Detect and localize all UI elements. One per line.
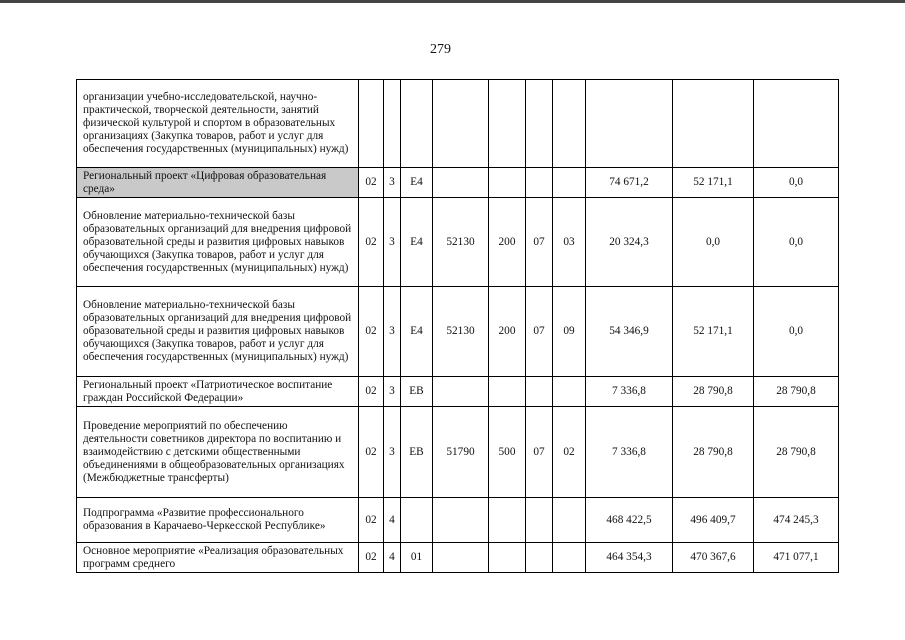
code-program: 02 [359,377,384,407]
amount-year-3: 471 077,1 [754,543,839,573]
row-name: Проведение мероприятий по обеспечению деятельности советников директора по воспитанию и взаимодействию с детскими общественными объединениями в общеобразовательных организациях (Межбюджетные трансферты) [77,407,359,498]
code-program: 02 [359,543,384,573]
code-direction [433,543,489,573]
code-event [401,80,433,168]
amount-year-1: 468 422,5 [586,498,673,543]
code-program: 02 [359,198,384,287]
code-direction: 51790 [433,407,489,498]
code-expense-type [489,498,526,543]
code-direction [433,498,489,543]
table-row [77,198,839,287]
code-subsection [553,168,586,198]
amount-year-2: 52 171,1 [673,168,754,198]
code-subprogram: 4 [384,543,401,573]
table-row [77,407,839,498]
row-name: Региональный проект «Патриотическое воспитание граждан Российской Федерации» [77,377,359,407]
code-subprogram: 3 [384,198,401,287]
amount-year-3: 28 790,8 [754,377,839,407]
amount-year-3: 0,0 [754,287,839,377]
code-event [401,498,433,543]
amount-year-2: 496 409,7 [673,498,754,543]
code-expense-type [489,80,526,168]
code-section: 07 [526,407,553,498]
amount-year-1: 7 336,8 [586,377,673,407]
table-row [77,377,839,407]
amount-year-1: 54 346,9 [586,287,673,377]
amount-year-2: 28 790,8 [673,407,754,498]
code-direction [433,80,489,168]
table-row [77,498,839,543]
code-section: 07 [526,198,553,287]
code-section [526,168,553,198]
code-event: ЕВ [401,377,433,407]
code-section [526,543,553,573]
code-event: Е4 [401,168,433,198]
amount-year-1: 74 671,2 [586,168,673,198]
amount-year-2 [673,80,754,168]
code-subsection [553,543,586,573]
amount-year-2: 470 367,6 [673,543,754,573]
code-expense-type [489,377,526,407]
code-subsection [553,498,586,543]
row-name: организации учебно-исследовательской, научно-практической, творческой деятельности, занятий физической культурой и спортом в образовательных организациях (Закупка товаров, работ и услуг для обеспечения государственных (муниципальных) нужд) [77,80,359,168]
code-program: 02 [359,407,384,498]
code-subsection: 03 [553,198,586,287]
code-section: 07 [526,287,553,377]
code-subsection [553,80,586,168]
code-event: ЕВ [401,407,433,498]
row-name: Региональный проект «Цифровая образовательная среда» [77,168,359,198]
scan-top-edge [0,0,905,3]
code-subprogram: 3 [384,168,401,198]
code-subprogram: 3 [384,377,401,407]
amount-year-2: 28 790,8 [673,377,754,407]
code-subprogram [384,80,401,168]
code-program: 02 [359,168,384,198]
table-row [77,543,839,573]
table-row [77,168,839,198]
code-direction: 52130 [433,198,489,287]
amount-year-2: 0,0 [673,198,754,287]
code-expense-type: 500 [489,407,526,498]
amount-year-1: 20 324,3 [586,198,673,287]
code-event: Е4 [401,198,433,287]
code-section [526,498,553,543]
code-program [359,80,384,168]
code-program: 02 [359,498,384,543]
row-name: Подпрограмма «Развитие профессионального образования в Карачаево-Черкесской Республике» [77,498,359,543]
code-section [526,80,553,168]
row-name: Обновление материально-технической базы образовательных организаций для внедрения цифровой образовательной среды и развития цифровых навыков обучающихся (Закупка товаров, работ и услуг для обеспечения государственных (муниципальных) нужд) [77,198,359,287]
amount-year-3: 0,0 [754,168,839,198]
code-section [526,377,553,407]
code-subsection: 09 [553,287,586,377]
code-expense-type [489,168,526,198]
code-subprogram: 3 [384,287,401,377]
row-name: Основное мероприятие «Реализация образовательных программ среднего [77,543,359,573]
row-name: Обновление материально-технической базы образовательных организаций для внедрения цифровой образовательной среды и развития цифровых навыков обучающихся (Закупка товаров, работ и услуг для обеспечения государственных (муниципальных) нужд) [77,287,359,377]
code-direction [433,377,489,407]
code-expense-type [489,543,526,573]
code-event: 01 [401,543,433,573]
amount-year-3: 474 245,3 [754,498,839,543]
code-program: 02 [359,287,384,377]
code-direction: 52130 [433,287,489,377]
code-event: Е4 [401,287,433,377]
code-subprogram: 3 [384,407,401,498]
amount-year-2: 52 171,1 [673,287,754,377]
amount-year-1 [586,80,673,168]
amount-year-3: 28 790,8 [754,407,839,498]
page-number: 279 [430,42,451,57]
code-subsection: 02 [553,407,586,498]
amount-year-1: 7 336,8 [586,407,673,498]
budget-table [76,79,839,573]
code-expense-type: 200 [489,287,526,377]
table-row [77,80,839,168]
table-row [77,287,839,377]
code-subsection [553,377,586,407]
code-direction [433,168,489,198]
amount-year-3: 0,0 [754,198,839,287]
amount-year-1: 464 354,3 [586,543,673,573]
code-subprogram: 4 [384,498,401,543]
amount-year-3 [754,80,839,168]
code-expense-type: 200 [489,198,526,287]
